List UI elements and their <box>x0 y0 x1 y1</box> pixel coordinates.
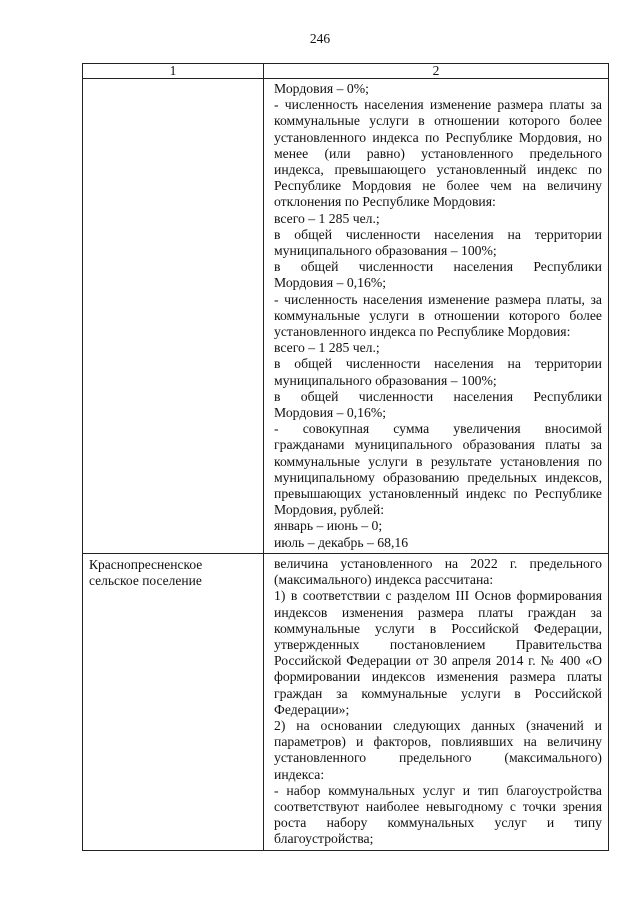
text-line: коммунальные услуги в отношении которого более <box>274 113 602 129</box>
text-line: муниципального образования – 100%; <box>274 243 497 259</box>
table-cell-municipality <box>83 79 264 554</box>
text-line: индекса, превышающего установленный индекс по <box>274 162 602 178</box>
text-line: роста набору коммунальных услуг и типу <box>274 815 602 831</box>
text-line: утвержденных постановлением Правительства <box>274 636 602 652</box>
text-line: (максимального) индекса рассчитана: <box>274 572 494 588</box>
text-line: муниципальному образованию предельных индексов, <box>274 469 602 485</box>
text-line: коммунальные услуги в Российской Федерации, <box>274 620 602 636</box>
text-line: в общей численности населения на территории <box>274 356 602 372</box>
text-line: граждан за коммунальные услуги в Российской <box>274 685 602 701</box>
document-table <box>82 63 609 851</box>
text-line: Российской Федерации от 30 апреля 2014 г. № 400 «О <box>274 653 602 669</box>
text-line: коммунальные услуги в отношении которого более <box>274 307 602 323</box>
text-line: параметров) и факторов, повлиявших на величину <box>274 734 602 750</box>
text-line: установленного предельного (максимального) <box>274 750 602 766</box>
table-cell-description <box>264 553 609 850</box>
text-line: превышающих установленный индекс по Республике <box>274 486 602 502</box>
text-line: формировании индексов изменения размера платы <box>274 669 602 685</box>
table-row <box>83 553 609 850</box>
text-line: Мордовия – 0%; <box>274 81 369 96</box>
text-line: 1) в соответствии с разделом III Основ формирования <box>274 588 602 604</box>
column-header-2: 2 <box>264 64 609 79</box>
text-line: в общей численности населения Республики <box>274 259 602 275</box>
text-line: Мордовия – 0,16%; <box>274 405 387 421</box>
municipality-name-line: сельское поселение <box>89 572 202 588</box>
text-line: в общей численности населения на территории <box>274 226 602 242</box>
table-row <box>83 79 609 554</box>
text-line: всего – 1 285 чел.; <box>274 340 380 356</box>
text-line: Федерации»; <box>274 701 350 717</box>
text-line: индексов изменения размера платы граждан за <box>274 604 602 620</box>
text-line: Республике Мордовия не более чем на величину <box>274 178 602 194</box>
text-line: индекса: <box>274 766 325 782</box>
text-line: всего – 1 285 чел.; <box>274 210 380 226</box>
text-line: январь – июнь – 0; <box>274 518 383 534</box>
text-line: гражданами муниципального образования платы за <box>274 437 602 453</box>
text-line: величина установленного на 2022 г. предельного <box>274 555 602 571</box>
municipality-name-line: Краснопресненское <box>89 556 203 572</box>
page-number: 246 <box>309 31 331 46</box>
text-line: в общей численности населения Республики <box>274 388 602 404</box>
text-line: июль – декабрь – 68,16 <box>274 534 409 550</box>
text-line: коммунальные услуги в результате установления по <box>274 453 602 469</box>
text-line: установленного индекса по Республике Мордовия, но <box>274 129 602 145</box>
text-line: 2) на основании следующих данных (значений и <box>274 717 602 733</box>
text-line: Мордовия – 0,16%; <box>274 275 387 291</box>
text-line: соответствуют наиболее невыгодному с точки зрения <box>274 798 602 814</box>
text-line: менее (или равно) установленного предельного <box>274 145 602 161</box>
text-line: благоустройства; <box>274 831 374 847</box>
text-line: - численность населения изменение размера платы, за <box>274 291 602 307</box>
text-line: муниципального образования – 100%; <box>274 372 497 388</box>
text-line: Мордовия, рублей: <box>274 502 385 518</box>
table-cell-municipality <box>83 553 264 850</box>
table-cell-description <box>264 79 609 554</box>
column-header-1: 1 <box>83 64 264 79</box>
text-line: - совокупная сумма увеличения вносимой <box>274 421 602 437</box>
text-line: - набор коммунальных услуг и тип благоустройства <box>274 782 602 798</box>
text-line: установленного индекса по Республике Мордовия: <box>274 324 571 340</box>
text-line: отклонения по Республике Мордовия: <box>274 194 496 210</box>
table-header-row <box>83 64 609 79</box>
text-line: - численность населения изменение размера платы за <box>274 97 602 113</box>
